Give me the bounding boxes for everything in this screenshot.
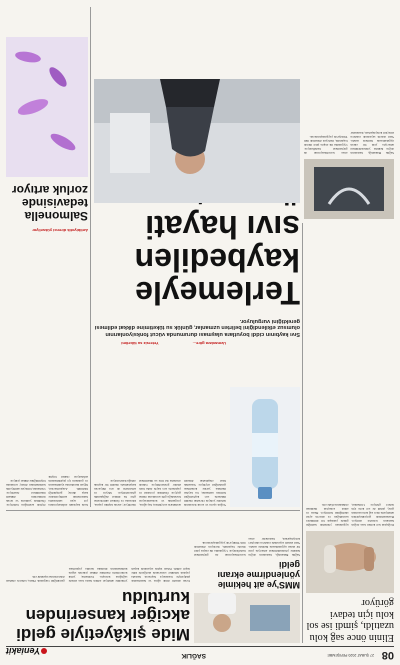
right-story-body: Gıda kaynaklı enfeksiyonlara yol açan salmonella bakterisinin antibiyotiklere karşı direnç geliştirdiği bildirildi. Araştırmacılar, hijyen kurallarına uyulmasının ve gıdaların iyi pişirilmesinin enfeksiyon riskini büyük ölçüde azalttığını belirtiyor. Özellikle yumurta ve tavuk ürünlerinin dikkatli tüketilmesi öneriliyor. Uzmanlar, bilinçsiz antibiyotik kullanımının direnç sorununu büyüttüğüne dikkat çekiyor. — [6, 475, 88, 507]
xray-photo — [304, 159, 394, 219]
brand-logo-mark-icon — [41, 648, 47, 654]
doctor-photo — [194, 593, 300, 643]
left-story-body: Doğuştan kol kolları kısa doğan hastanın tedavisi sürüyor. Hastanemizde gerçekleştirilen ameliyatla önce sağ kolu uzatılan genç, şimdi de sol kolu için tedavi görüyor. Uzmanlar, uygulanan yöntemle kemiğin günde yaklaşık bir milimetre uzatıldığını ve sürecin aylar sürdüğünü belirtiyor. Hasta ve ailesi sonuçtan memnun olduklarını ifade etti. — [306, 503, 394, 527]
section-divider — [6, 510, 300, 511]
top-story — [6, 513, 190, 643]
main-story-body: Yoğun sporu ve sıcak havalarda terleme yoluyla vücudun önemli miktarda sıvı kaybettiğini belirten uzmanlar, bu kaybın mutlaka yerine konulması gerektiğini söylüyor. Susuzluk hissi oluşmadan düzenli aralıklarla su içilmesi, baş ağrısı, yorgunluk ve konsantrasyon bozukluğu gibi sorunların önüne geçiyor. Özellikle çocuklar ve yaşlılarda sıvı kaybı daha hızlı etkiler gösterebiliyor. Günde ortalama iki litre su tüketilmesi öneriliyor; ancak kişinin yaşına, kilosuna ve fiziksel aktivitesine göre bu miktar değişkenlik gösterebiliyor. Meyve ve sebzelerin de sıvı ihtiyacını karşılamada önemli bir kaynak olduğu hatırlatılıyor. — [94, 479, 226, 507]
right-story — [6, 7, 88, 507]
mid-story — [194, 513, 300, 643]
brand-logo-text: Yeniakit — [6, 646, 41, 657]
woman-sweating-photo — [94, 79, 300, 203]
left-lower-body: Sağlık Bakanlığı, hastaların doğru hekime yönlendirilmesi amacıyla yeni bir ekran uygulamasını hizmete sundu. Yeni sistem sayesinde randevu süreçleri kolaylaşırken, hastaneler arası koordinasyonun da güçlenmesi hedefleniyor. Uygulama ilk etapta pilot illerde başlatıldı, ilerleyen dönemde tüm Türkiye'de yaygınlaştırılacak. — [304, 131, 394, 155]
column-divider-right — [90, 7, 91, 507]
top-story-headline: Mide şikâyetiyle geldi akciğer kanserinden kurtuldu — [16, 588, 190, 644]
top-story-body: Uzun süredir mide ağrısı ve hazımsızlık şikâyetiyle hastaneye başvuran hastada yapılan tetkikler sonucunda akciğerde kitle tespit edildi. Erken teşhis sayesinde kapalı yöntemle ameliyat edilen hasta kısa sürede sağlığına kavuştu. Uzmanlar, yıllık kontrollerin önemine dikkat çekerek sigara kullananların mutlaka tarama yaptırması gerektiğini vurguladı. Hasta, taburcu olurken doktorlarına teşekkür etti. — [6, 567, 190, 584]
mid-story-headline: MMS'ye ait hekimle yönlendirme ekranı geldi — [217, 560, 300, 590]
right-story-headline: Salmonella tedavisinde zorluk artıyor — [11, 183, 88, 223]
mid-story-body: Sağlık Bakanlığı, hastaların doğru hekime yönlendirilmesi amacıyla yeni bir ekran uygulamasını hizmete sundu. Yeni sistem sayesinde randevu süreçleri kolaylaşırken, hastaneler arası koordinasyonun da güçlenmesi hedefleniyor. Uygulama ilk etapta pilot illerde başlatıldı, ilerleyen dönemde tüm Türkiye'de yaygınlaştırılacak. — [194, 537, 300, 557]
left-story-headline: Elinin önce sağ kolu uzatıldı, şimdi ise sol kolu için tedavi görüyor — [306, 597, 394, 643]
main-story-subhead: Sıvı kaybının ciddi boyutlara ulaşması durumunda vücut fonksiyonlarının olumsuz etkilendiğini belirten uzmanlar, günlük su tüketimine dikkat edilmesi gerektiğini vurguluyor. — [94, 317, 300, 337]
header-divider — [6, 646, 394, 647]
main-mid-label-text: Yetersiz su tüketimi — [121, 341, 159, 346]
water-bottle-photo — [230, 387, 300, 507]
left-lower-area — [304, 7, 394, 219]
main-lead-label-text: Uzmanlara göre... — [192, 341, 226, 346]
page-number: 08 — [381, 649, 394, 661]
right-story-label: Antibiyotik direnci yükseliyor — [32, 228, 88, 233]
header-bar — [6, 647, 394, 661]
hand-photo — [306, 531, 394, 593]
main-story-headline: Terlemeyle kaybedilen sıvı hayati — [134, 209, 300, 311]
brand-logo — [6, 642, 47, 660]
column-divider — [302, 223, 303, 643]
date-line: 27 ŞUBAT 2020 PERŞEMBE — [327, 653, 374, 657]
section-label: SAĞLIK — [181, 652, 206, 659]
bacteria-photo — [6, 37, 88, 177]
main-lead-label — [94, 337, 226, 355]
main-story — [94, 7, 300, 507]
left-story — [306, 243, 394, 643]
